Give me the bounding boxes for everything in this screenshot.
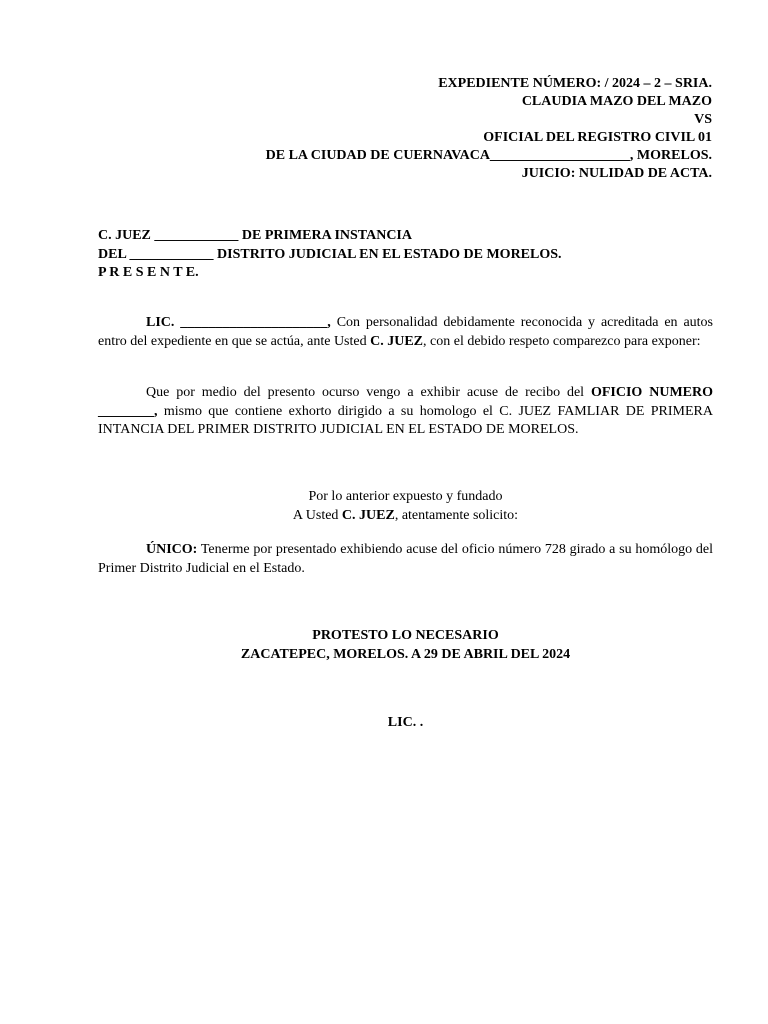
- intro-text-1: Con personalidad debidamente reconocida y acreditada en autos entro del expediente en que se actúa, ante Usted: [98, 315, 713, 349]
- unico-text: Tenerme por presentado exhibiendo acuse del oficio número 728 girado a su homólogo del Primer Distrito Judicial en el Estado.: [98, 542, 713, 576]
- defendant-name: OFICIAL DEL REGISTRO CIVIL 01: [483, 130, 712, 145]
- closing-protesto: PROTESTO LO NECESARIO: [312, 628, 499, 643]
- body-oficio: OFICIO NUMERO ________,: [98, 385, 713, 419]
- request-line-2: [98, 507, 713, 526]
- request-pre: A Usted: [292, 507, 342, 523]
- closing-place-date: ZACATEPEC, MORELOS. A 29 DE ABRIL DEL 2024: [240, 646, 571, 662]
- intro-lic: LIC.: [146, 315, 175, 330]
- addressee-block: [98, 227, 562, 283]
- closing-block: [98, 627, 713, 664]
- unico-label: ÚNICO:: [146, 542, 198, 557]
- plaintiff-name: CLAUDIA MAZO DEL MAZO: [521, 94, 712, 109]
- request-judge: C. JUEZ: [341, 507, 395, 523]
- intro-paragraph: [98, 314, 713, 351]
- case-number: EXPEDIENTE NÚMERO: / 2024 – 2 – SRIA.: [438, 76, 712, 91]
- intro-text-2: , con el debido respeto comparezco para exponer:: [423, 333, 701, 349]
- versus-label: VS: [694, 112, 712, 127]
- addressee-judge: C. JUEZ ____________ DE PRIMERA INSTANCIA: [98, 228, 412, 243]
- intro-blank: _____________________,: [174, 315, 331, 330]
- trial-type: JUICIO: NULIDAD DE ACTA.: [521, 166, 712, 181]
- body-text-2: mismo que contiene exhorto dirigido a su homologo el C. JUEZ FAMLIAR DE PRIMERA INTANCIA DEL PRIMER DISTRITO JUDICIAL EN EL ESTADO DE MORELOS.: [98, 403, 713, 437]
- unico-paragraph: [98, 541, 713, 578]
- request-block: [98, 488, 713, 525]
- signature-line: LIC. .: [387, 715, 424, 730]
- defendant-location: DE LA CIUDAD DE CUERNAVACA____________________, MORELOS.: [265, 148, 712, 163]
- request-line-1: Por lo anterior expuesto y fundado: [308, 489, 503, 504]
- body-text-1: Que por medio del presento ocurso vengo a exhibir acuse de recibo del: [146, 385, 591, 400]
- case-header: [96, 75, 712, 183]
- intro-judge: C. JUEZ: [370, 333, 424, 349]
- body-paragraph: [98, 384, 713, 440]
- request-post: , atentamente solicito:: [394, 507, 519, 523]
- addressee-presente: P R E S E N T E.: [98, 265, 199, 280]
- addressee-district: DEL ____________ DISTRITO JUDICIAL EN EL ESTADO DE MORELOS.: [98, 246, 562, 262]
